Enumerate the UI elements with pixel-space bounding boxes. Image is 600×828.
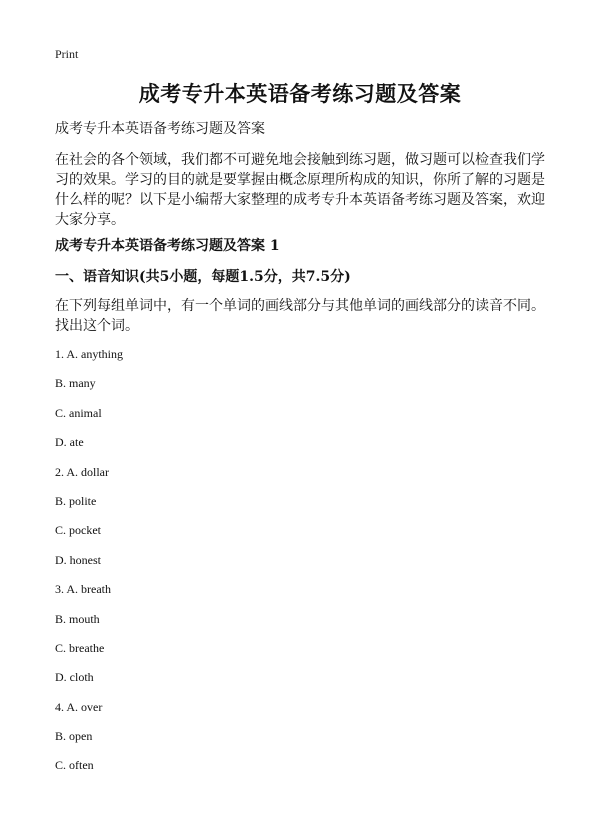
option-item: B. open	[55, 729, 93, 744]
print-link[interactable]: Print	[55, 47, 79, 61]
option-item: 4. A. over	[55, 699, 103, 714]
option-item: C. animal	[55, 405, 102, 420]
option-item: D. honest	[55, 552, 101, 567]
instruction-paragraph: 在下列每组单词中，有一个单词的画线部分与其他单词的画线部分的读音不同。找出这个词。	[55, 298, 545, 334]
option-item: 3. A. breath	[55, 582, 111, 597]
section-heading: 成考专升本英语备考练习题及答案 1	[55, 238, 280, 254]
option-item: D. cloth	[55, 670, 94, 685]
option-item: B. many	[55, 376, 96, 391]
option-item: C. often	[55, 758, 94, 773]
option-item: C. pocket	[55, 523, 101, 538]
option-item: B. mouth	[55, 611, 100, 626]
document-title: 成考专升本英语备考练习题及答案	[138, 81, 462, 106]
document-subtitle: 成考专升本英语备考练习题及答案	[55, 121, 265, 137]
option-item: 1. A. anything	[55, 347, 123, 361]
options-list	[55, 346, 123, 787]
intro-paragraph: 在社会的各个领域，我们都不可避免地会接触到练习题，做习题可以检查我们学习的效果。学习的目的就是要掌握由概念原理所构成的知识，你所了解的习题是什么样的呢？以下是小编帮大家整理的成考专升本英语备考练习题及答案，欢迎大家分享。	[55, 152, 545, 228]
option-item: 2. A. dollar	[55, 464, 109, 479]
option-item: B. polite	[55, 493, 97, 508]
part-heading: 一、语音知识(共5小题，每题1.5分，共7.5分)	[55, 269, 351, 285]
option-item: C. breathe	[55, 640, 105, 655]
option-item: D. ate	[55, 435, 84, 450]
